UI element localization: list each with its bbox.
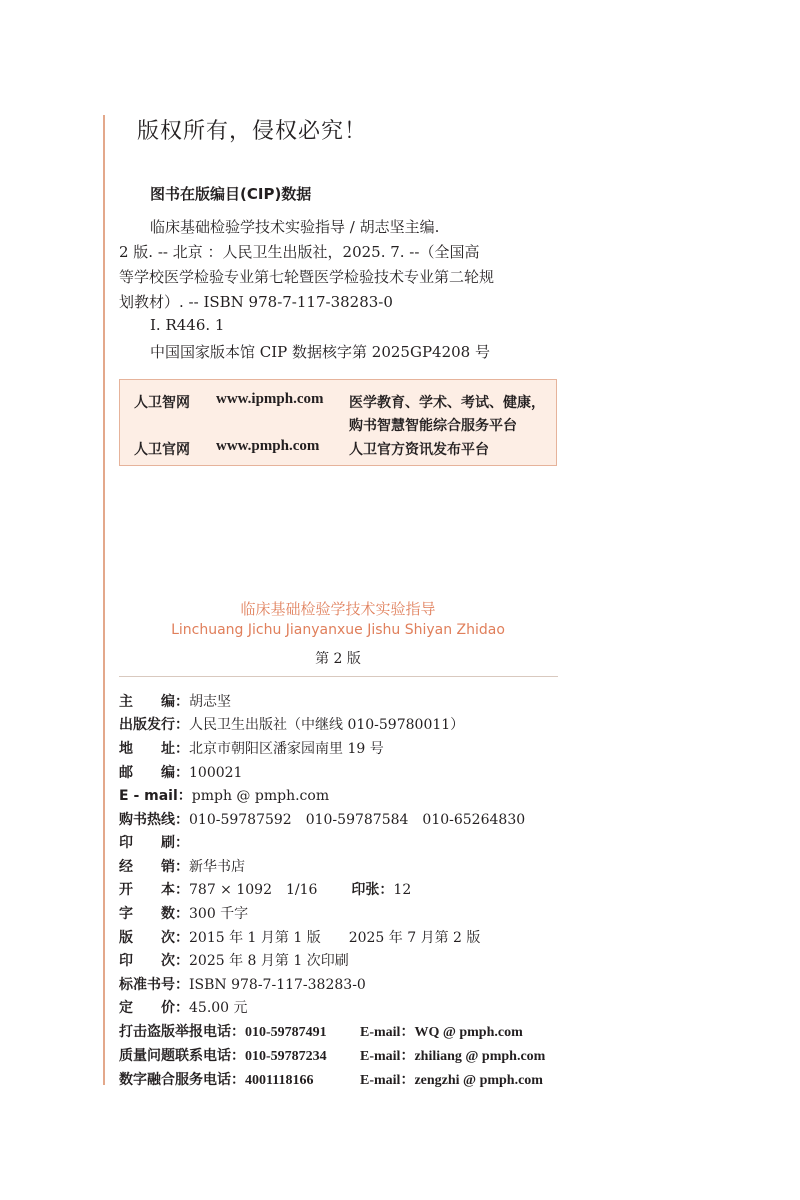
colophon-label: 版 次： <box>119 930 189 946</box>
platform-description: 医学教育、学术、考试、健康， <box>349 395 545 411</box>
contact-email[interactable]: E-mail：zengzhi @ pmph.com <box>360 1073 543 1088</box>
cip-line: 2 版. -- 北京 ：人民卫生出版社，2025. 7. --（全国高 <box>119 243 480 261</box>
platform-name: 人卫智网 <box>134 395 190 411</box>
divider <box>119 676 558 677</box>
colophon-row <box>119 879 411 899</box>
colophon-row <box>119 974 366 994</box>
colophon-label: 地 址： <box>119 741 189 757</box>
contact-phone: 4001118166 <box>245 1073 314 1088</box>
colophon-label: 经 销： <box>119 859 189 875</box>
colophon-label: 字 数： <box>119 906 189 922</box>
colophon-value: 100021 <box>189 765 243 781</box>
colophon-value: 胡志坚 <box>189 694 231 710</box>
colophon-row <box>119 856 245 876</box>
colophon-row <box>119 738 384 758</box>
colophon-value: 787 × 1092 1/16 <box>189 882 318 898</box>
colophon-label: 印 刷： <box>119 835 189 851</box>
colophon-label: 购书热线： <box>119 812 189 828</box>
platform-info-box <box>119 379 557 466</box>
colophon-value: 45.00 元 <box>189 1000 248 1016</box>
colophon-label: 出版发行： <box>119 717 189 733</box>
colophon-row <box>119 903 248 923</box>
platform-url[interactable]: www.pmph.com <box>216 438 320 454</box>
colophon-label: 开 本： <box>119 882 189 898</box>
colophon-row <box>119 691 231 711</box>
colophon-value: pmph @ pmph.com <box>191 788 330 804</box>
cip-line: 临床基础检验学技术实验指导 / 胡志坚主编. <box>150 218 440 236</box>
colophon-value: 010-59787592 010-59787584 010-65264830 <box>189 812 526 828</box>
colophon-value: 12 <box>393 882 412 898</box>
copyright-heading: 版权所有，侵权必究！ <box>137 119 368 144</box>
platform-description: 购书智慧智能综合服务平台 <box>349 418 517 434</box>
colophon-label: 主 编： <box>119 694 189 710</box>
colophon-value: 新华书店 <box>189 859 245 875</box>
cip-title: 图书在版编目(CIP)数据 <box>150 185 312 203</box>
colophon-row <box>119 809 525 829</box>
cip-line: 划教材）. -- ISBN 978-7-117-38283-0 <box>119 293 393 311</box>
colophon-label: E - mail： <box>119 788 192 804</box>
colophon-row <box>119 762 242 782</box>
contact-row <box>119 1045 546 1065</box>
colophon-row <box>119 997 248 1017</box>
platform-description: 人卫官方资讯发布平台 <box>349 442 489 458</box>
contact-email[interactable]: E-mail：zhiliang @ pmph.com <box>360 1049 546 1064</box>
colophon-value: 人民卫生出版社（中继线 010-59780011） <box>189 717 465 733</box>
colophon-row <box>119 950 349 970</box>
contact-phone: 010-59787491 <box>245 1025 327 1040</box>
platform-url[interactable]: www.ipmph.com <box>216 391 324 407</box>
contact-label: 质量问题联系电话： <box>119 1048 245 1064</box>
colophon-row <box>119 927 480 947</box>
colophon-value: 2015 年 1 月第 1 版 2025 年 7 月第 2 版 <box>189 930 481 946</box>
colophon-label: 标准书号： <box>119 977 189 993</box>
cip-line: 等学校医学检验专业第七轮暨医学检验技术专业第二轮规 <box>119 268 495 286</box>
colophon-row <box>119 785 329 805</box>
colophon-row <box>119 832 189 852</box>
colophon-label: 印 次： <box>119 953 189 969</box>
platform-name: 人卫官网 <box>134 442 190 458</box>
contact-email[interactable]: E-mail：WQ @ pmph.com <box>360 1025 523 1040</box>
contact-label: 打击盗版举报电话： <box>119 1024 245 1040</box>
colophon-label: 邮 编： <box>119 765 189 781</box>
cip-line: Ⅰ. R446. 1 <box>150 316 225 334</box>
colophon-label: 印张： <box>351 882 394 898</box>
colophon-label: 定 价： <box>119 1000 189 1016</box>
colophon-value: 北京市朝阳区潘家园南里 19 号 <box>189 741 384 757</box>
colophon-value: 2025 年 8 月第 1 次印刷 <box>189 953 349 969</box>
contact-row <box>119 1069 543 1089</box>
edition: 第 2 版 <box>315 651 361 667</box>
book-title-pinyin: Linchuang Jichu Jianyanxue Jishu Shiyan Zhidao <box>171 622 505 638</box>
cip-line: 中国国家版本馆 CIP 数据核字第 2025GP4208 号 <box>150 343 490 361</box>
contact-label: 数字融合服务电话： <box>119 1072 245 1088</box>
book-title: 临床基础检验学技术实验指导 <box>240 600 436 618</box>
colophon-row <box>119 714 464 734</box>
colophon-value: 300 千字 <box>189 906 249 922</box>
contact-row <box>119 1021 523 1041</box>
contact-phone: 010-59787234 <box>245 1049 327 1064</box>
colophon-value: ISBN 978-7-117-38283-0 <box>189 977 366 993</box>
